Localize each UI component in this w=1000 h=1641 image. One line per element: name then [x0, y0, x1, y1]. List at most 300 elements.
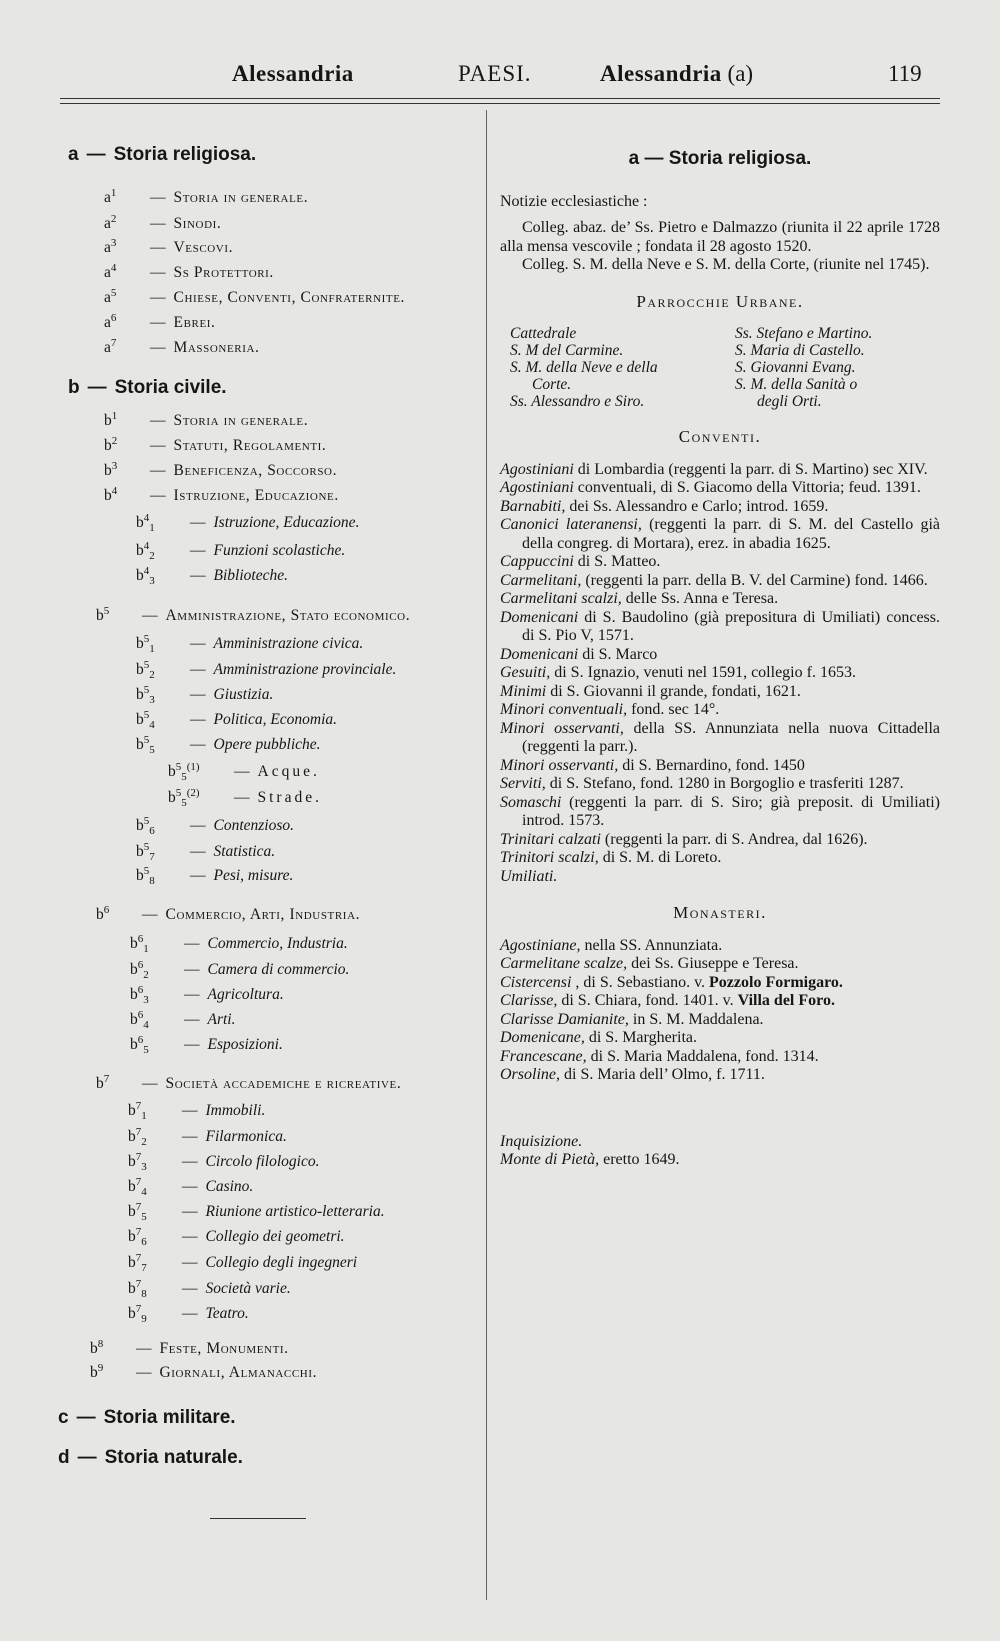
entry-name: Barnabiti,: [500, 497, 566, 515]
code-superscript: 7: [135, 1303, 142, 1315]
entry-label: Casino.: [205, 1178, 254, 1195]
section-dash: —: [76, 1407, 96, 1428]
code-letter: a: [104, 239, 111, 256]
convento-entry: [500, 590, 940, 609]
entry-crossref: Pozzolo Formigaro.: [709, 973, 843, 991]
code-letter: a: [104, 339, 111, 356]
code-superscript: 4: [110, 262, 117, 274]
code-subscript: 9: [141, 1313, 147, 1325]
code-letter: b: [136, 635, 144, 652]
code-subscript: 1: [149, 522, 155, 534]
entry-text: , di S. Sebastiano. v.: [571, 973, 710, 991]
index-entry: [104, 263, 274, 281]
index-code: [104, 313, 142, 331]
index-entry: [104, 411, 308, 429]
monte-entry: [500, 1151, 940, 1170]
code-subscript: 1: [141, 1110, 147, 1122]
entry-name: Francescane,: [500, 1047, 587, 1065]
code-letter: b: [136, 867, 144, 884]
index-code: [136, 660, 182, 681]
index-entry: [128, 1101, 265, 1122]
code-superscript: 5: [143, 709, 150, 721]
entry-label: Beneficenza, Soccorso.: [173, 462, 338, 479]
convento-entry: [500, 572, 940, 591]
entry-text: di S. Maria Maddalena, fond. 1314.: [586, 1047, 819, 1065]
index-entry: [104, 338, 260, 356]
code-superscript: 7: [135, 1201, 142, 1213]
header-center-title: PAESI.: [458, 61, 532, 86]
entry-dash: —: [142, 607, 158, 624]
entry-label: Società accademiche e ricreative.: [165, 1075, 402, 1092]
header-right-title: [600, 62, 753, 85]
notizie-paragraph: Colleg. abaz. de’ Ss. Pietro e Dalmazzo (riunita il 22 aprile 1728 alla mensa vescovile ; fondata il 28 agosto 1520.: [500, 219, 940, 255]
entry-dash: —: [190, 711, 206, 728]
section-heading: [58, 1448, 243, 1467]
entry-label: Feste, Monumenti.: [159, 1340, 289, 1357]
index-code: [136, 710, 182, 731]
index-entry: [130, 1035, 283, 1056]
entry-label: Giornali, Almanacchi.: [159, 1364, 318, 1381]
entry-label: Storia in generale.: [173, 189, 309, 206]
entry-dash: —: [190, 736, 206, 753]
entry-dash: —: [190, 686, 206, 703]
entry-text: di S. Maria dell’ Olmo, f. 1711.: [560, 1066, 765, 1083]
code-superscript: 5: [103, 605, 110, 617]
code-letter: b: [128, 1178, 136, 1195]
entry-text: della SS. Annunziata nella nuova Cittadella (reggenti la parr.).: [522, 719, 941, 755]
entry-name: Minori osservanti,: [500, 756, 619, 774]
convento-entry: [500, 553, 940, 572]
convento-entry: [500, 757, 940, 776]
index-entry: [128, 1177, 253, 1198]
code-superscript: 9: [97, 1362, 104, 1374]
index-entry: [136, 513, 359, 534]
entry-dash: —: [182, 1102, 198, 1119]
code-superscript: 7: [135, 1100, 142, 1112]
code-letter: b: [130, 1036, 138, 1053]
index-code: [136, 866, 182, 887]
entry-label: Ss Protettori.: [173, 264, 274, 281]
code-subscript: 6: [149, 825, 155, 837]
entry-text: di S. Baudolino (già prepositura di Umiliati) concess. di S. Pio V, 1571.: [522, 608, 940, 644]
code-subscript: 2: [141, 1136, 147, 1148]
code-letter: b: [136, 817, 144, 834]
index-entry: [90, 1363, 317, 1381]
index-entry: [90, 1339, 289, 1357]
entry-label: Massoneria.: [173, 339, 260, 356]
entry-name: Domenicani: [500, 608, 579, 626]
index-entry: [130, 960, 349, 981]
index-entry: [104, 486, 339, 504]
index-code: [90, 1363, 128, 1381]
code-parenthesis: (2): [186, 787, 200, 799]
code-letter: b: [96, 607, 104, 624]
index-code: [128, 1304, 174, 1325]
index-code: [136, 816, 182, 837]
code-subscript: 5: [141, 1211, 147, 1223]
entry-label: Pesi, misure.: [213, 867, 294, 884]
code-letter: b: [136, 661, 144, 678]
index-code: [128, 1101, 174, 1122]
code-subscript: 6: [141, 1236, 147, 1248]
index-code: [136, 685, 182, 706]
code-letter: b: [130, 1011, 138, 1028]
code-superscript: 4: [111, 485, 118, 497]
index-code: [136, 634, 182, 655]
index-code: [136, 842, 182, 863]
code-parenthesis: (1): [186, 761, 200, 773]
entry-name: Canonici lateranensi,: [500, 516, 642, 533]
code-superscript: 2: [111, 435, 118, 447]
parrocchia-name: Ss. Alessandro e Siro.: [510, 393, 645, 410]
entry-label: Collegio dei geometri.: [205, 1228, 345, 1245]
right-column: [500, 150, 940, 1170]
entry-label: Commercio, Arti, Industria.: [165, 906, 361, 923]
entry-name: Umiliati.: [500, 867, 558, 885]
monastero-entry: [500, 974, 940, 993]
index-entry: [104, 238, 233, 256]
entry-dash: —: [136, 1364, 152, 1381]
monte-name: Monte di Pietà,: [500, 1151, 600, 1168]
section-title: Storia militare.: [103, 1407, 236, 1428]
code-letter: b: [128, 1305, 136, 1322]
code-superscript: 7: [135, 1126, 142, 1138]
convento-entry: [500, 794, 940, 831]
section-dash: —: [87, 377, 107, 398]
entry-name: Cappuccini: [500, 553, 574, 570]
code-superscript: 7: [110, 337, 117, 349]
entry-dash: —: [184, 1011, 200, 1028]
code-letter: b: [130, 961, 138, 978]
index-entry: [130, 1010, 236, 1031]
code-letter: b: [90, 1340, 98, 1357]
code-letter: a: [104, 289, 111, 306]
convento-entry: [500, 868, 940, 887]
entry-name: Agostiniani: [500, 479, 574, 496]
index-entry: [128, 1253, 357, 1274]
code-letter: a: [104, 314, 111, 331]
code-superscript: 6: [137, 984, 144, 996]
entry-dash: —: [150, 314, 166, 331]
entry-name: Agostiniani: [500, 460, 574, 478]
entry-label: Teatro.: [205, 1305, 249, 1322]
code-superscript: 5: [143, 734, 150, 746]
entry-text: nella SS. Annunziata.: [580, 936, 723, 954]
code-subscript: 2: [143, 969, 149, 981]
entry-dash: —: [184, 935, 200, 952]
entry-name: Domenicani: [500, 645, 579, 663]
code-superscript: 5: [175, 787, 182, 799]
entry-dash: —: [184, 961, 200, 978]
code-letter: b: [136, 514, 144, 531]
code-letter: b: [136, 843, 144, 860]
entry-label: Circolo filologico.: [205, 1153, 320, 1170]
convento-entry: [500, 683, 940, 702]
entry-dash: —: [182, 1128, 198, 1145]
code-superscript: 5: [143, 633, 150, 645]
code-letter: b: [136, 686, 144, 703]
code-subscript: 1: [143, 943, 149, 955]
parrocchia-name: Cattedrale: [510, 325, 577, 342]
index-entry: [136, 685, 273, 706]
convento-entry: [500, 609, 940, 646]
section-letter: c: [58, 1407, 69, 1428]
parrocchie-list: [510, 325, 940, 410]
code-letter: a: [104, 215, 111, 232]
parrocchia-name: S. Giovanni Evang.: [735, 359, 856, 376]
code-letter: b: [128, 1228, 136, 1245]
index-entry: [96, 905, 360, 923]
entry-label: Amministrazione, Stato economico.: [165, 607, 411, 624]
entry-text: (reggenti la parr. di S. M. del Castello già della congreg. di Mortara), erez. in abadia 1625.: [522, 516, 941, 552]
parrocchia-name: S. M del Carmine.: [510, 342, 624, 359]
entry-name: Somaschi: [500, 793, 562, 811]
entry-label: Esposizioni.: [207, 1036, 283, 1053]
index-entry: [128, 1227, 345, 1248]
index-entry: [128, 1304, 249, 1325]
code-letter: b: [136, 567, 144, 584]
code-letter: b: [104, 487, 112, 504]
code-superscript: 5: [143, 865, 150, 877]
index-entry: [104, 288, 405, 306]
code-letter: b: [96, 906, 104, 923]
page-number: 119: [888, 61, 922, 86]
monastero-entry: [500, 955, 940, 974]
index-entry: [136, 541, 345, 562]
index-entry: [136, 816, 294, 837]
code-subscript: 3: [149, 694, 155, 706]
index-entry: [104, 436, 326, 454]
entry-label: Commercio, Industria.: [207, 935, 348, 952]
entry-dash: —: [150, 215, 166, 232]
entry-crossref: Villa del Foro.: [737, 992, 835, 1009]
code-letter: b: [128, 1203, 136, 1220]
index-code: [128, 1279, 174, 1300]
entry-label: Agricoltura.: [207, 986, 284, 1003]
left-column-index: [0, 0, 486, 1641]
code-letter: b: [128, 1102, 136, 1119]
parrocchia-name: degli Orti.: [757, 393, 822, 410]
code-superscript: 6: [137, 959, 144, 971]
entry-dash: —: [182, 1254, 198, 1271]
entry-dash: —: [182, 1228, 198, 1245]
entry-dash: —: [184, 1036, 200, 1053]
code-superscript: 7: [103, 1073, 110, 1085]
index-code: [96, 1074, 134, 1092]
entry-label: Filarmonica.: [205, 1128, 287, 1145]
entry-dash: —: [142, 1075, 158, 1092]
entry-label: Chiese, Conventi, Confraternite.: [173, 289, 406, 306]
section-letter: d: [58, 1447, 70, 1468]
entry-label: Contenzioso.: [213, 817, 295, 834]
entry-text: di S. Ignazio, venuti nel 1591, collegio f. 1653.: [550, 664, 856, 681]
entry-name: Minori conventuali,: [500, 701, 628, 718]
code-subscript: 8: [149, 875, 155, 887]
index-entry: [128, 1152, 319, 1173]
code-superscript: 7: [135, 1151, 142, 1163]
index-entry: [130, 934, 348, 955]
code-subscript: 5: [143, 1044, 149, 1056]
entry-dash: —: [150, 339, 166, 356]
code-subscript: 3: [143, 994, 149, 1006]
inquisizione-entry: Inquisizione.: [500, 1132, 583, 1150]
entry-label: Riunione artistico-letteraria.: [205, 1203, 385, 1220]
entry-name: Carmelitani scalzi,: [500, 590, 622, 607]
entry-dash: —: [150, 412, 166, 429]
entry-name: Carmelitane scalze,: [500, 955, 628, 972]
code-letter: a: [104, 189, 111, 206]
entry-dash: —: [234, 763, 250, 780]
index-code: [104, 214, 142, 232]
section-heading: [68, 378, 227, 397]
entry-dash: —: [190, 843, 206, 860]
code-subscript: 4: [149, 719, 155, 731]
header-right-suffix: (a): [727, 61, 754, 86]
entry-dash: —: [182, 1280, 198, 1297]
code-superscript: 4: [143, 512, 150, 524]
code-subscript: 7: [141, 1262, 147, 1274]
index-entry: [104, 461, 337, 479]
entry-name: Cistercensi: [500, 973, 572, 991]
convento-entry: [500, 516, 940, 553]
code-subscript: 1: [149, 643, 155, 655]
index-code: [136, 541, 182, 562]
monastero-entry: [500, 1011, 940, 1030]
notizie-paragraph: Colleg. S. M. della Neve e S. M. della Corte, (riunite nel 1745).: [522, 256, 930, 273]
index-code: [104, 411, 142, 429]
convento-entry: [500, 775, 940, 794]
entry-name: Orsoline,: [500, 1066, 560, 1083]
convento-entry: [500, 849, 940, 868]
entry-text: di S. Giovanni il grande, fondati, 1621.: [546, 682, 801, 700]
entry-name: Serviti,: [500, 775, 546, 792]
entry-dash: —: [150, 462, 166, 479]
entry-name: Minori osservanti,: [500, 719, 624, 737]
entry-dash: —: [150, 239, 166, 256]
monastero-entry: [500, 1048, 940, 1067]
code-superscript: 6: [137, 933, 144, 945]
entry-name: Gesuiti,: [500, 664, 551, 681]
notizie-heading: Notizie ecclesiastiche :: [500, 192, 648, 210]
section-heading: [68, 145, 256, 164]
index-code: [104, 436, 142, 454]
entry-label: Camera di commercio.: [207, 961, 350, 978]
code-letter: b: [128, 1128, 136, 1145]
index-code: [104, 188, 142, 206]
section-heading: [58, 1408, 236, 1427]
code-superscript: 6: [137, 1009, 144, 1021]
code-subscript: 2: [149, 550, 155, 562]
code-letter: b: [136, 736, 144, 753]
index-code: [136, 735, 182, 756]
code-letter: b: [90, 1364, 98, 1381]
entry-dash: —: [142, 906, 158, 923]
entry-label: Istruzione, Educazione.: [173, 487, 339, 504]
parrocchia-name: S. M. della Sanità o: [735, 376, 858, 393]
code-superscript: 1: [110, 187, 117, 199]
monasteri-heading: Monasteri.: [673, 903, 767, 922]
entry-dash: —: [184, 986, 200, 1003]
index-code: [104, 461, 142, 479]
entry-label: Collegio degli ingegneri: [205, 1254, 358, 1271]
index-entry: [136, 660, 396, 681]
code-superscript: 7: [135, 1278, 142, 1290]
entry-name: Clarisse,: [500, 992, 558, 1009]
code-letter: b: [136, 711, 144, 728]
entry-label: Arti.: [207, 1011, 236, 1028]
index-code: [128, 1227, 174, 1248]
header-right-name: Alessandria: [600, 61, 722, 86]
entry-text: delle Ss. Anna e Teresa.: [621, 590, 779, 607]
entry-dash: —: [182, 1153, 198, 1170]
entry-name: Trinitori scalzi,: [500, 849, 599, 866]
code-letter: b: [104, 437, 112, 454]
conventi-list: [500, 461, 940, 887]
parrocchia-name: S. Maria di Castello.: [735, 342, 865, 359]
monasteri-list: [500, 937, 940, 1085]
convento-entry: [500, 498, 940, 517]
entry-label: Giustizia.: [213, 686, 274, 703]
index-code: [130, 1010, 176, 1031]
entry-label: Strade.: [257, 789, 322, 806]
index-code: [104, 338, 142, 356]
entry-text: dei Ss. Alessandro e Carlo; introd. 1659.: [565, 497, 829, 515]
index-entry: [136, 842, 275, 863]
section-dash: —: [77, 1447, 97, 1468]
entry-label: Società varie.: [205, 1280, 291, 1297]
entry-text: di S. Stefano, fond. 1280 in Borgoglio e trasferiti 1287.: [545, 775, 904, 792]
section-letter: a: [68, 144, 79, 165]
convento-entry: [500, 479, 940, 498]
entry-text: (reggenti la parr. della B. V. del Carmine) fond. 1466.: [581, 571, 928, 589]
code-superscript: 6: [103, 904, 110, 916]
end-rule: [210, 1518, 306, 1519]
entry-dash: —: [150, 487, 166, 504]
index-code: [104, 263, 142, 281]
code-superscript: 7: [135, 1176, 142, 1188]
code-superscript: 5: [143, 684, 150, 696]
code-subscript: 2: [149, 669, 155, 681]
entry-text: di Lombardia (reggenti la parr. di S. Martino) sec XIV.: [573, 460, 928, 478]
index-code: [104, 288, 142, 306]
convento-entry: [500, 646, 940, 665]
index-code: [130, 985, 176, 1006]
index-code: [96, 606, 134, 624]
code-letter: b: [128, 1153, 136, 1170]
section-dash: —: [86, 144, 106, 165]
index-code: [136, 566, 182, 587]
entry-dash: —: [190, 661, 206, 678]
convento-entry: [500, 461, 940, 480]
entry-label: Biblioteche.: [213, 567, 288, 584]
convento-entry: [500, 701, 940, 720]
monastero-entry: [500, 937, 940, 956]
code-superscript: 3: [110, 237, 117, 249]
code-superscript: 8: [97, 1338, 104, 1350]
index-code: [128, 1202, 174, 1223]
code-subscript: 7: [149, 851, 155, 863]
index-entry: [104, 313, 216, 331]
code-letter: b: [104, 412, 112, 429]
entry-dash: —: [136, 1340, 152, 1357]
parrocchie-right-column: [735, 325, 940, 410]
entry-dash: —: [150, 189, 166, 206]
index-code: [128, 1127, 174, 1148]
code-letter: b: [128, 1280, 136, 1297]
entry-dash: —: [150, 437, 166, 454]
monastero-entry: [500, 1029, 940, 1048]
code-subscript: 5: [149, 744, 155, 756]
